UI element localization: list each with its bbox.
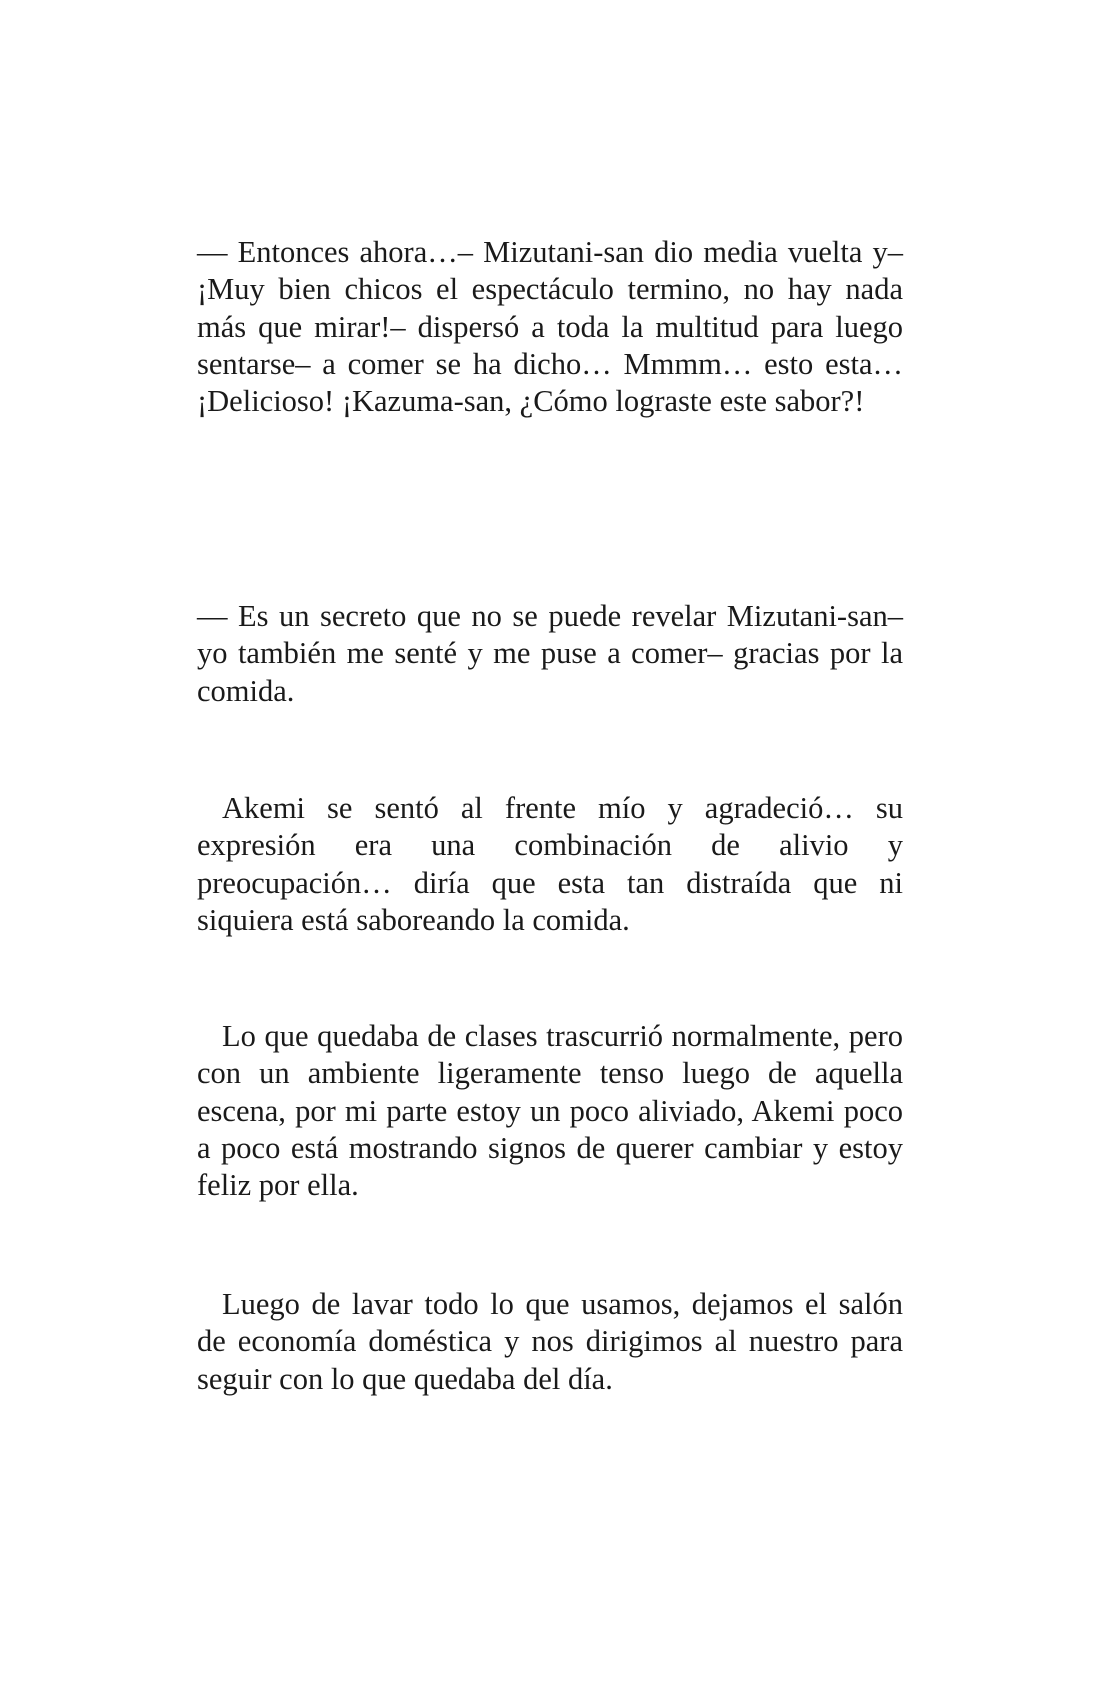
dialogue-paragraph: — Entonces ahora…– Mizutani-san dio media vuelta y– ¡Muy bien chicos el espectáculo termino, no hay nada más que mirar!– dispersó a toda la multitud para luego sentarse– a comer se ha dicho… Mmmm… esto esta… ¡Delicioso! ¡Kazuma-san, ¿Cómo lograste este sabor?! xyxy=(197,235,903,419)
narration-paragraph: Akemi se sentó al frente mío y agradeció… su expresión era una combinación de alivio y preocupación… diría que esta tan distraída que ni siquiera está saboreando la comida. xyxy=(197,791,903,937)
narration-paragraph: Lo que quedaba de clases trascurrió normalmente, pero con un ambiente ligeramente tenso luego de aquella escena, por mi parte estoy un poco aliviado, Akemi poco a poco está mostrando signos de querer cambiar y estoy feliz por ella. xyxy=(197,1019,903,1203)
narration-paragraph: Luego de lavar todo lo que usamos, dejamos el salón de economía doméstica y nos dirigimos al nuestro para seguir con lo que quedaba del día. xyxy=(197,1287,903,1396)
dialogue-paragraph: — Es un secreto que no se puede revelar Mizutani-san– yo también me senté y me puse a comer– gracias por la comida. xyxy=(197,599,903,708)
